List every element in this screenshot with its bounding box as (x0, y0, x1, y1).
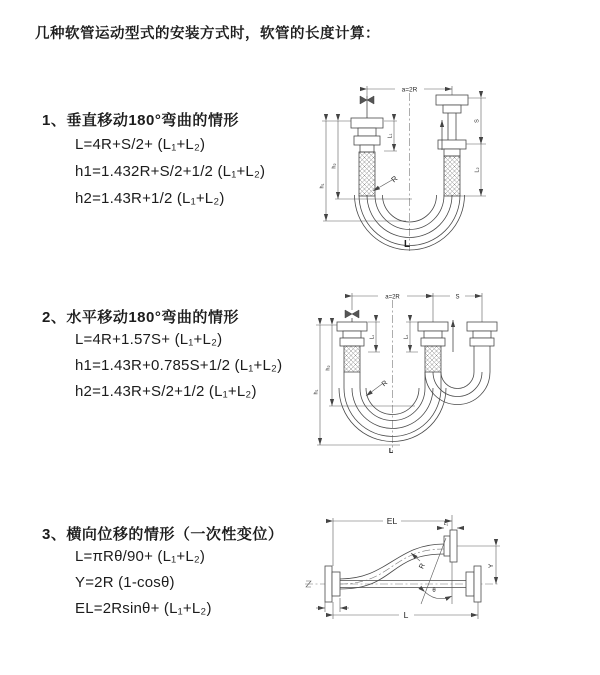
dimension-l1 (384, 121, 397, 151)
right-pipe-flange (436, 95, 468, 196)
dim-el-label: EL (386, 516, 398, 526)
dimension-el (333, 515, 452, 566)
valve-icon (360, 96, 374, 118)
section2-heading: 2、水平移动180°弯曲的情形 (42, 309, 239, 326)
radius-callout (366, 380, 389, 396)
dimension-a2r (352, 293, 482, 322)
diagram-horizontal-180-bend (313, 288, 515, 460)
left-pipe-flange (351, 118, 383, 196)
page-title: 几种软管运动型式的安装方式时，软管的长度计算： (35, 26, 380, 42)
radius-label: R (389, 173, 400, 185)
dim-l2-label: L₂ (403, 334, 410, 340)
left-flange (325, 566, 340, 602)
length-label: L (388, 448, 394, 455)
middle-pipe-flange (418, 322, 448, 372)
angle-theta-label: θ (432, 588, 436, 594)
dim-y-label: Y (488, 563, 495, 569)
section2-formula-L: L=4R+1.57S+ (L₁+L₂) (75, 331, 223, 348)
dim-s-label: S (474, 119, 481, 123)
dim-a2r-label: a=2R (385, 294, 400, 301)
section1-formula-h2: h2=1.43R+1/2 (L₁+L₂) (75, 190, 225, 207)
diagram-lateral-displacement (300, 508, 505, 626)
radius-label: R (380, 379, 390, 389)
dim-l1-label: L₁ (369, 334, 376, 340)
section3-formula-EL: EL=2Rsinθ+ (L₁+L₂) (75, 600, 212, 617)
dimension-end-fitting (316, 598, 349, 612)
dimension-l (333, 602, 478, 620)
radius-callout (373, 174, 400, 191)
left-pipe-flange (337, 322, 367, 372)
dimension-l1 (437, 521, 464, 528)
section3-heading: 3、横向位移的情形（一次性变位） (42, 526, 284, 543)
dim-l1-label: L₁ (443, 521, 449, 527)
dim-h2-label: h₂ (331, 163, 338, 169)
length-label: L (403, 239, 411, 250)
dim-h1-label: h₁ (319, 183, 326, 189)
hose-braid (425, 346, 441, 372)
section1-formula-L: L=4R+S/2+ (L₁+L₂) (75, 136, 206, 153)
hose-braid (444, 156, 460, 196)
section2-formula-h1: h1=1.43R+0.785S+1/2 (L₁+L₂) (75, 357, 283, 374)
section3-formula-Y: Y=2R (1-cosθ) (75, 574, 175, 591)
dim-l1-label: L₁ (387, 133, 394, 139)
dim-s-label: S (455, 294, 460, 301)
dimension-l1 (368, 322, 380, 352)
dim-h2-label: h₂ (325, 365, 332, 371)
section1-formula-h1: h1=1.432R+S/2+1/2 (L₁+L₂) (75, 163, 266, 180)
radius-label: R (418, 562, 427, 571)
section1-heading: 1、垂直移动180°弯曲的情形 (42, 112, 239, 129)
section3-formula-L: L=πRθ/90+ (L₁+L₂) (75, 548, 206, 565)
length-label: L (403, 610, 409, 620)
valve-icon (345, 310, 359, 322)
dimension-l2 (404, 322, 419, 352)
dim-h1-label: h₁ (313, 389, 320, 395)
dim-a2r-label: a=2R (401, 86, 418, 94)
hose-braid (344, 346, 360, 372)
hose-braid (359, 152, 375, 196)
section2-formula-h2: h2=1.43R+S/2+1/2 (L₁+L₂) (75, 383, 257, 400)
diagram-vertical-180-bend (318, 78, 498, 256)
dim-l2-label: L₂ (474, 167, 481, 173)
right-pipe-flange (467, 322, 497, 346)
